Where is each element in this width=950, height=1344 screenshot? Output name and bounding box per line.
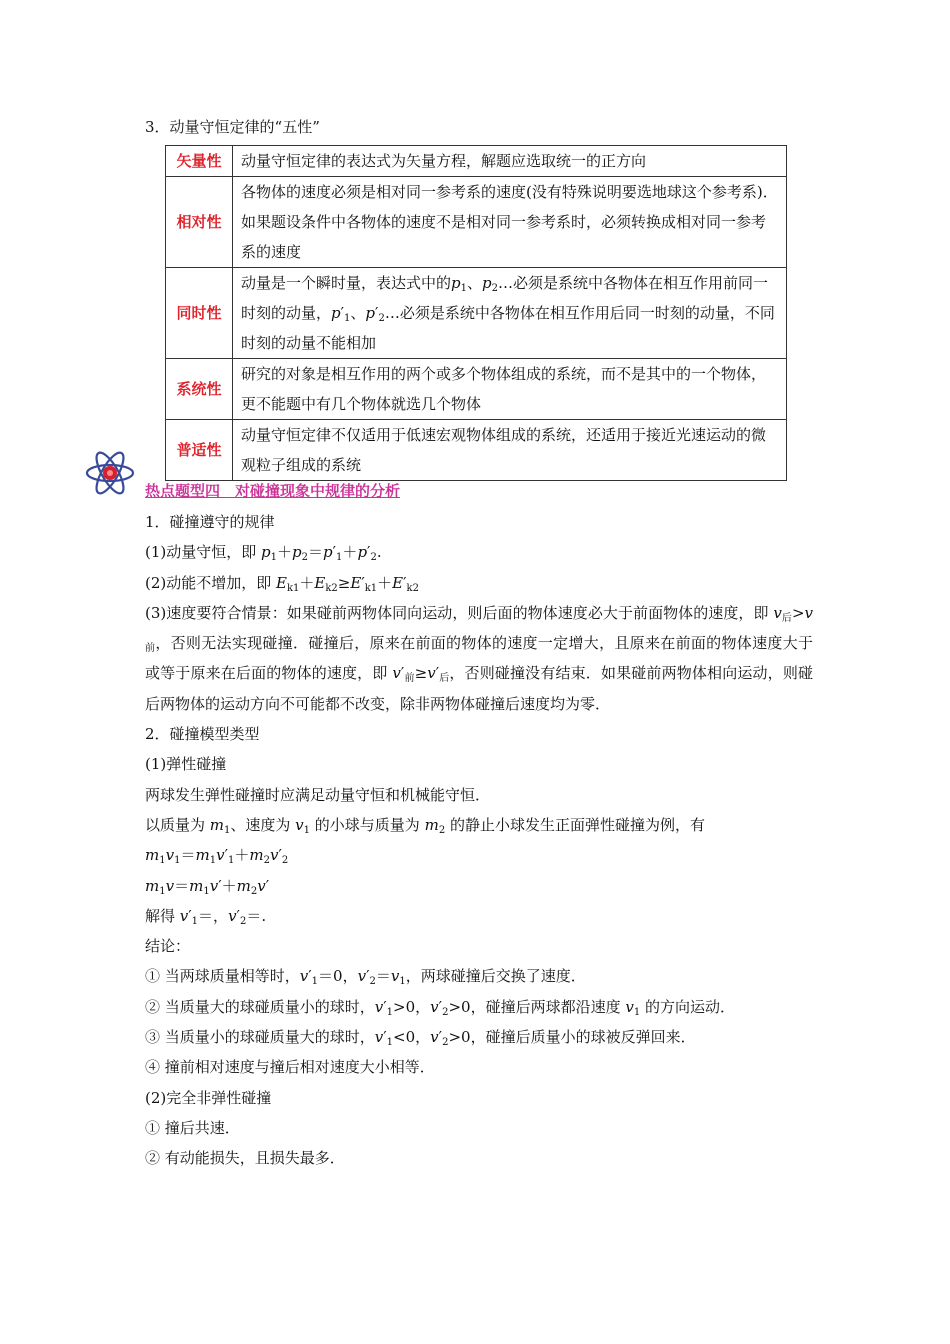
rules-heading: 1．碰撞遵守的规律 — [145, 513, 275, 531]
table-row — [166, 177, 787, 268]
atom-icon — [84, 450, 136, 496]
rule-3: (3)速度要符合情景：如果碰前两物体同向运动，则后面的物体速度必大于前面物体的速度，即 $v_后>v_前$，否则无法实现碰撞．碰撞后，原来在前面的物体的速度一定增大，且原来在前面的物体速度大于或等于原来在后面的物体的速度，即 $v'_前\ge v'_后$，否则碰撞没有结束．如果碰前两物体相向运动，则碰后两物体的运动方向不可能都不改变，除非两物体碰撞后速度均为零． — [145, 603, 814, 713]
desc-cell: 动量守恒定律的表达式为矢量方程，解题应选取统一的正方向 — [233, 146, 787, 177]
document-body — [145, 507, 813, 1174]
term-cell: 同时性 — [166, 268, 233, 359]
conclusion-3: ③ 当质量小的球碰质量大的球时，$v'_1<0$，$v'_2>0$，碰撞后质量小的球被反弹回来． — [145, 1028, 696, 1049]
rule-2: (2)动能不增加，即 $E_{k1}+E_{k2}\ge E'_{k1}+E'_{k2}$ — [145, 573, 419, 594]
elastic-heading: (1)弹性碰撞 — [145, 755, 227, 774]
five-properties-table — [165, 145, 787, 481]
conclusion-1: ① 当两球质量相等时，$v'_1=0$，$v'_2=v_1$，两球碰撞后交换了速度． — [145, 967, 586, 988]
elastic-intro: 两球发生弹性碰撞时应满足动量守恒和机械能守恒． — [145, 785, 491, 804]
hot-topic-title: 热点题型四 对碰撞现象中规律的分析 — [145, 482, 401, 500]
table-row — [166, 359, 787, 420]
models-heading: 2．碰撞模型类型 — [145, 725, 260, 744]
table-row — [166, 268, 787, 359]
term-cell: 相对性 — [166, 177, 233, 268]
desc-cell: 动量是一个瞬时量，表达式中的$p_1$、$p_2\dots$必须是系统中各物体在相互作用前同一时刻的动量，$p'_1$、$p'_2\dots$必须是系统中各物体在相互作用后同一时刻的动量，不同时刻的动量不能相加 — [233, 268, 787, 359]
equation-2: $m_1v=m_1v'+m_2v'$ — [145, 876, 270, 897]
section-heading: 3．动量守恒定律的“五性” — [145, 118, 320, 136]
elastic-setup: 以质量为 $m_1$、速度为 $v_1$ 的小球与质量为 $m_2$ 的静止小球发生正面弹性碰撞为例，有 — [145, 815, 705, 836]
rule-1: (1)动量守恒，即 $p_1+p_2=p'_1+p'_2$. — [145, 543, 382, 564]
conclusion-label: 结论： — [145, 937, 191, 956]
equation-1: $m_1v_1=m_1v'_1+m_2v'_2$ — [145, 846, 289, 867]
solution-line: 解得 $v'_1=$，$v'_2=$. — [145, 906, 267, 927]
conclusion-4: ④ 撞前相对速度与撞后相对速度大小相等． — [145, 1058, 435, 1077]
conclusion-2: ② 当质量大的球碰质量小的球时，$v'_1>0$，$v'_2>0$，碰撞后两球都沿速度 $v_1$ 的方向运动． — [145, 997, 735, 1018]
table-row — [166, 420, 787, 481]
term-cell: 系统性 — [166, 359, 233, 420]
desc-cell: 各物体的速度必须是相对同一参考系的速度(没有特殊说明要选地球这个参考系)．如果题设条件中各物体的速度不是相对同一参考系时，必须转换成相对同一参考系的速度 — [233, 177, 787, 268]
desc-cell: 研究的对象是相互作用的两个或多个物体组成的系统，而不是其中的一个物体，更不能题中有几个物体就选几个物体 — [233, 359, 787, 420]
term-cell: 矢量性 — [166, 146, 233, 177]
term-cell: 普适性 — [166, 420, 233, 481]
inelastic-heading: (2)完全非弹性碰撞 — [145, 1088, 272, 1107]
inelastic-1: ① 撞后共速． — [145, 1118, 240, 1137]
table-row — [166, 146, 787, 177]
desc-cell: 动量守恒定律不仅适用于低速宏观物体组成的系统，还适用于接近光速运动的微观粒子组成的系统 — [233, 420, 787, 481]
inelastic-2: ② 有动能损失，且损失最多． — [145, 1149, 345, 1168]
